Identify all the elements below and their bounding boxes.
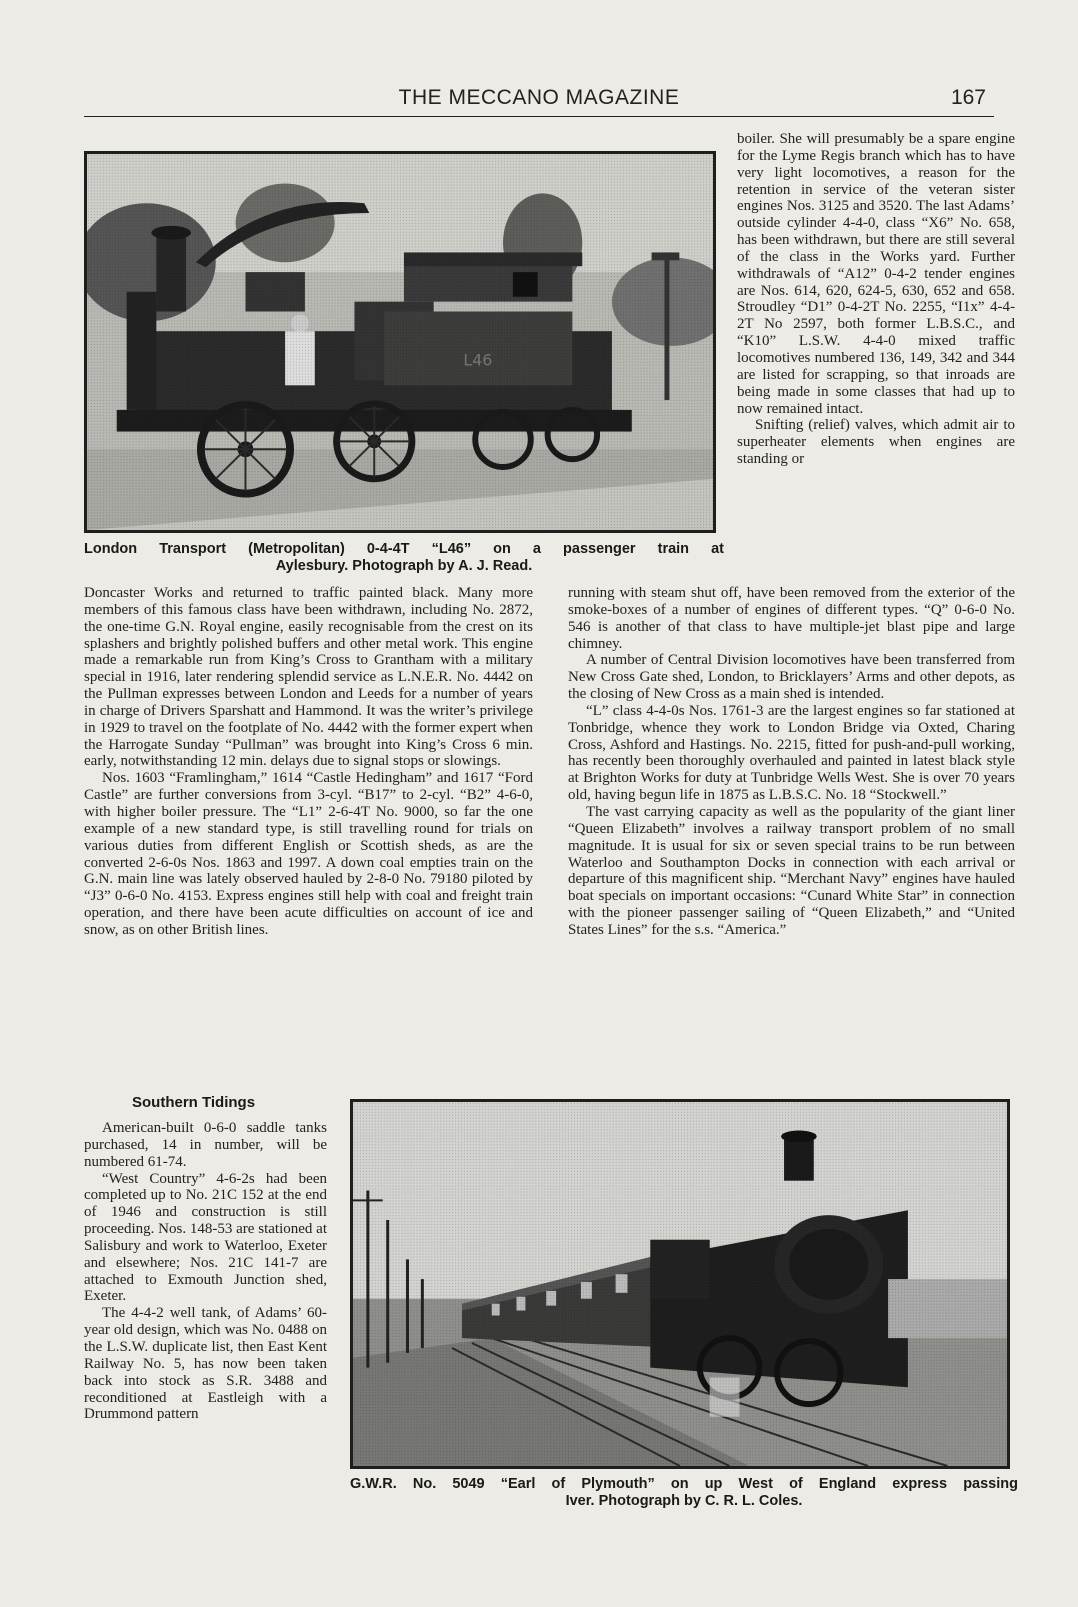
paragraph: American-built 0-6-0 saddle tanks purchased, 14 in number, will be numbered 61-74. <box>84 1120 327 1170</box>
paragraph: A number of Central Division locomotives have been transferred from New Cross Gate shed, London, to Bricklayers’ Arms and other depots, as the closing of New Cross as a main shed is intended. <box>568 652 1015 703</box>
photo2-caption <box>350 1476 1018 1510</box>
paragraph: boiler. She will presumably be a spare engine for the Lyme Regis branch which has to have very light locomotives, a reason for the retention in service of the veteran sister engines Nos. 3125 and 3520. The last Adams’ outside cylinder 4-4-0, class “X6” No. 658, has been withdrawn, but there are still several of the class in the Works yard. Further withdrawals of “A12” 0-4-2 tender engines are Nos. 614, 620, 624-5, 630, 652 and 658. Stroudley “D1” 0-4-2T No. 2255, “I1x” 4-4-2T No 2597, both former L.B.S.C., and “K10” L.S.W. 4-4-0 mixed traffic locomotives numbered 136, 149, 342 and 344 are listed for scrapping, so that inroads are being made in some classes that had up to now remained intact. <box>737 131 1015 417</box>
photo-gwr-express-train <box>350 1099 1010 1469</box>
paragraph: Snifting (relief) valves, which admit air to superheater elements when engines are standing or <box>737 417 1015 468</box>
photo2-caption-line2: Iver. Photograph by C. R. L. Coles. <box>565 1493 803 1509</box>
southern-tidings-text <box>84 1120 327 1423</box>
paragraph: “West Country” 4-6-2s had been completed up to No. 21C 152 at the end of 1946 and construction is still proceeding. Nos. 148-53 are stationed at Salisbury and work to Waterloo, Exeter and elsewhere; Nos. 21C 141-7 are attached to Exmouth Junction shed, Exeter. <box>84 1170 327 1305</box>
right-column-top-text <box>737 131 1015 468</box>
paragraph: Doncaster Works and returned to traffic painted black. Many more members of this famous class have been withdrawn, including No. 2872, the one-time G.N. Royal engine, easily recognisable from the crest on its splashers and brightly polished buffers and other metal work. This engine made a remarkable run from King’s Cross to Grantham with a military special in 1916, later rendering splendid service as L.N.E.R. No. 4442 on the Pullman expresses between London and Leeds for a number of years in charge of Drivers Sparshatt and Hammond. It was the writer’s privilege in 1929 to travel on the footplate of No. 4442 with the former expert when the Harrogate Sunday “Pullman” was brought into King’s Cross 6 min. early, notwithstanding 12 min. delays due to signal stops or slowings. <box>84 585 533 770</box>
magazine-title: THE MECCANO MAGAZINE <box>398 86 680 109</box>
photo-metropolitan-locomotive <box>84 151 716 533</box>
paragraph: The 4-4-2 well tank, of Adams’ 60-year old design, which was No. 0488 on the L.S.W. duplicate list, then East Kent Railway No. 5, has now been taken back into stock as S.R. 3488 and reconditioned at Eastleigh with a Drummond pattern <box>84 1305 327 1423</box>
section-heading-southern-tidings: Southern Tidings <box>132 1094 256 1111</box>
paragraph: The vast carrying capacity as well as the popularity of the giant liner “Queen Elizabeth” involves a railway transport problem of no small magnitude. It is usual for six or seven special trains to be run between Waterloo and Southampton Docks in connection with each arrival or departure of this magnificent ship. “Merchant Navy” engines have hauled boat specials on important occasions: “Cunard White Star” in connection with the pioneer passenger sailing of “Queen Elizabeth,” and “United States Lines” for the s.s. “America.” <box>568 803 1015 938</box>
page-number: 167 <box>950 86 986 109</box>
left-column-text <box>84 585 533 939</box>
photo1-caption <box>84 541 724 575</box>
paragraph: “L” class 4-4-0s Nos. 1761-3 are the largest engines so far stationed at Tonbridge, whence they work to London Bridge via Oxted, Charing Cross, Ashford and Hastings. No. 2215, fitted for push-and-pull working, has recently been thoroughly overhauled and painted in latest black style at Brighton Works for duty at Tunbridge Wells West. She is over 70 years old, having begun life in 1875 as L.B.S.C. No. 18 “Stockwell.” <box>568 702 1015 804</box>
photo1-caption-line2: Aylesbury. Photograph by A. J. Read. <box>275 558 533 574</box>
paragraph: running with steam shut off, have been removed from the exterior of the smoke-boxes of a number of engines of different types. “Q” 0-6-0 No. 546 is another of that class to have multiple-jet blast pipe and large chimney. <box>568 585 1015 652</box>
page-header <box>84 84 994 117</box>
paragraph: Nos. 1603 “Framlingham,” 1614 “Castle Hedingham” and 1617 “Ford Castle” are further conversions from 3-cyl. “B17” to 2-cyl. “B2” 4-6-0, with higher boiler pressure. The “L1” 2-6-4T No. 9000, so far the one example of a new standard type, is still travelling round for trials on various duties from different English or Scottish sheds, as are the converted 2-6-0s Nos. 1863 and 1997. A down coal empties train on the G.N. main line was lately observed hauled by 2-8-0 No. 79180 piloted by “J3” 0-6-0 No. 4153. Express engines still help with coal and freight train operation, and there have been acute difficulties on account of ice and snow, as on other British lines. <box>84 770 533 938</box>
right-column-mid-text <box>568 585 1015 939</box>
photo1-caption-line1: London Transport (Metropolitan) 0-4-4T “L46” on a passenger train at <box>84 541 724 557</box>
photo2-caption-line1: G.W.R. No. 5049 “Earl of Plymouth” on up West of England express passing <box>350 1476 1018 1492</box>
